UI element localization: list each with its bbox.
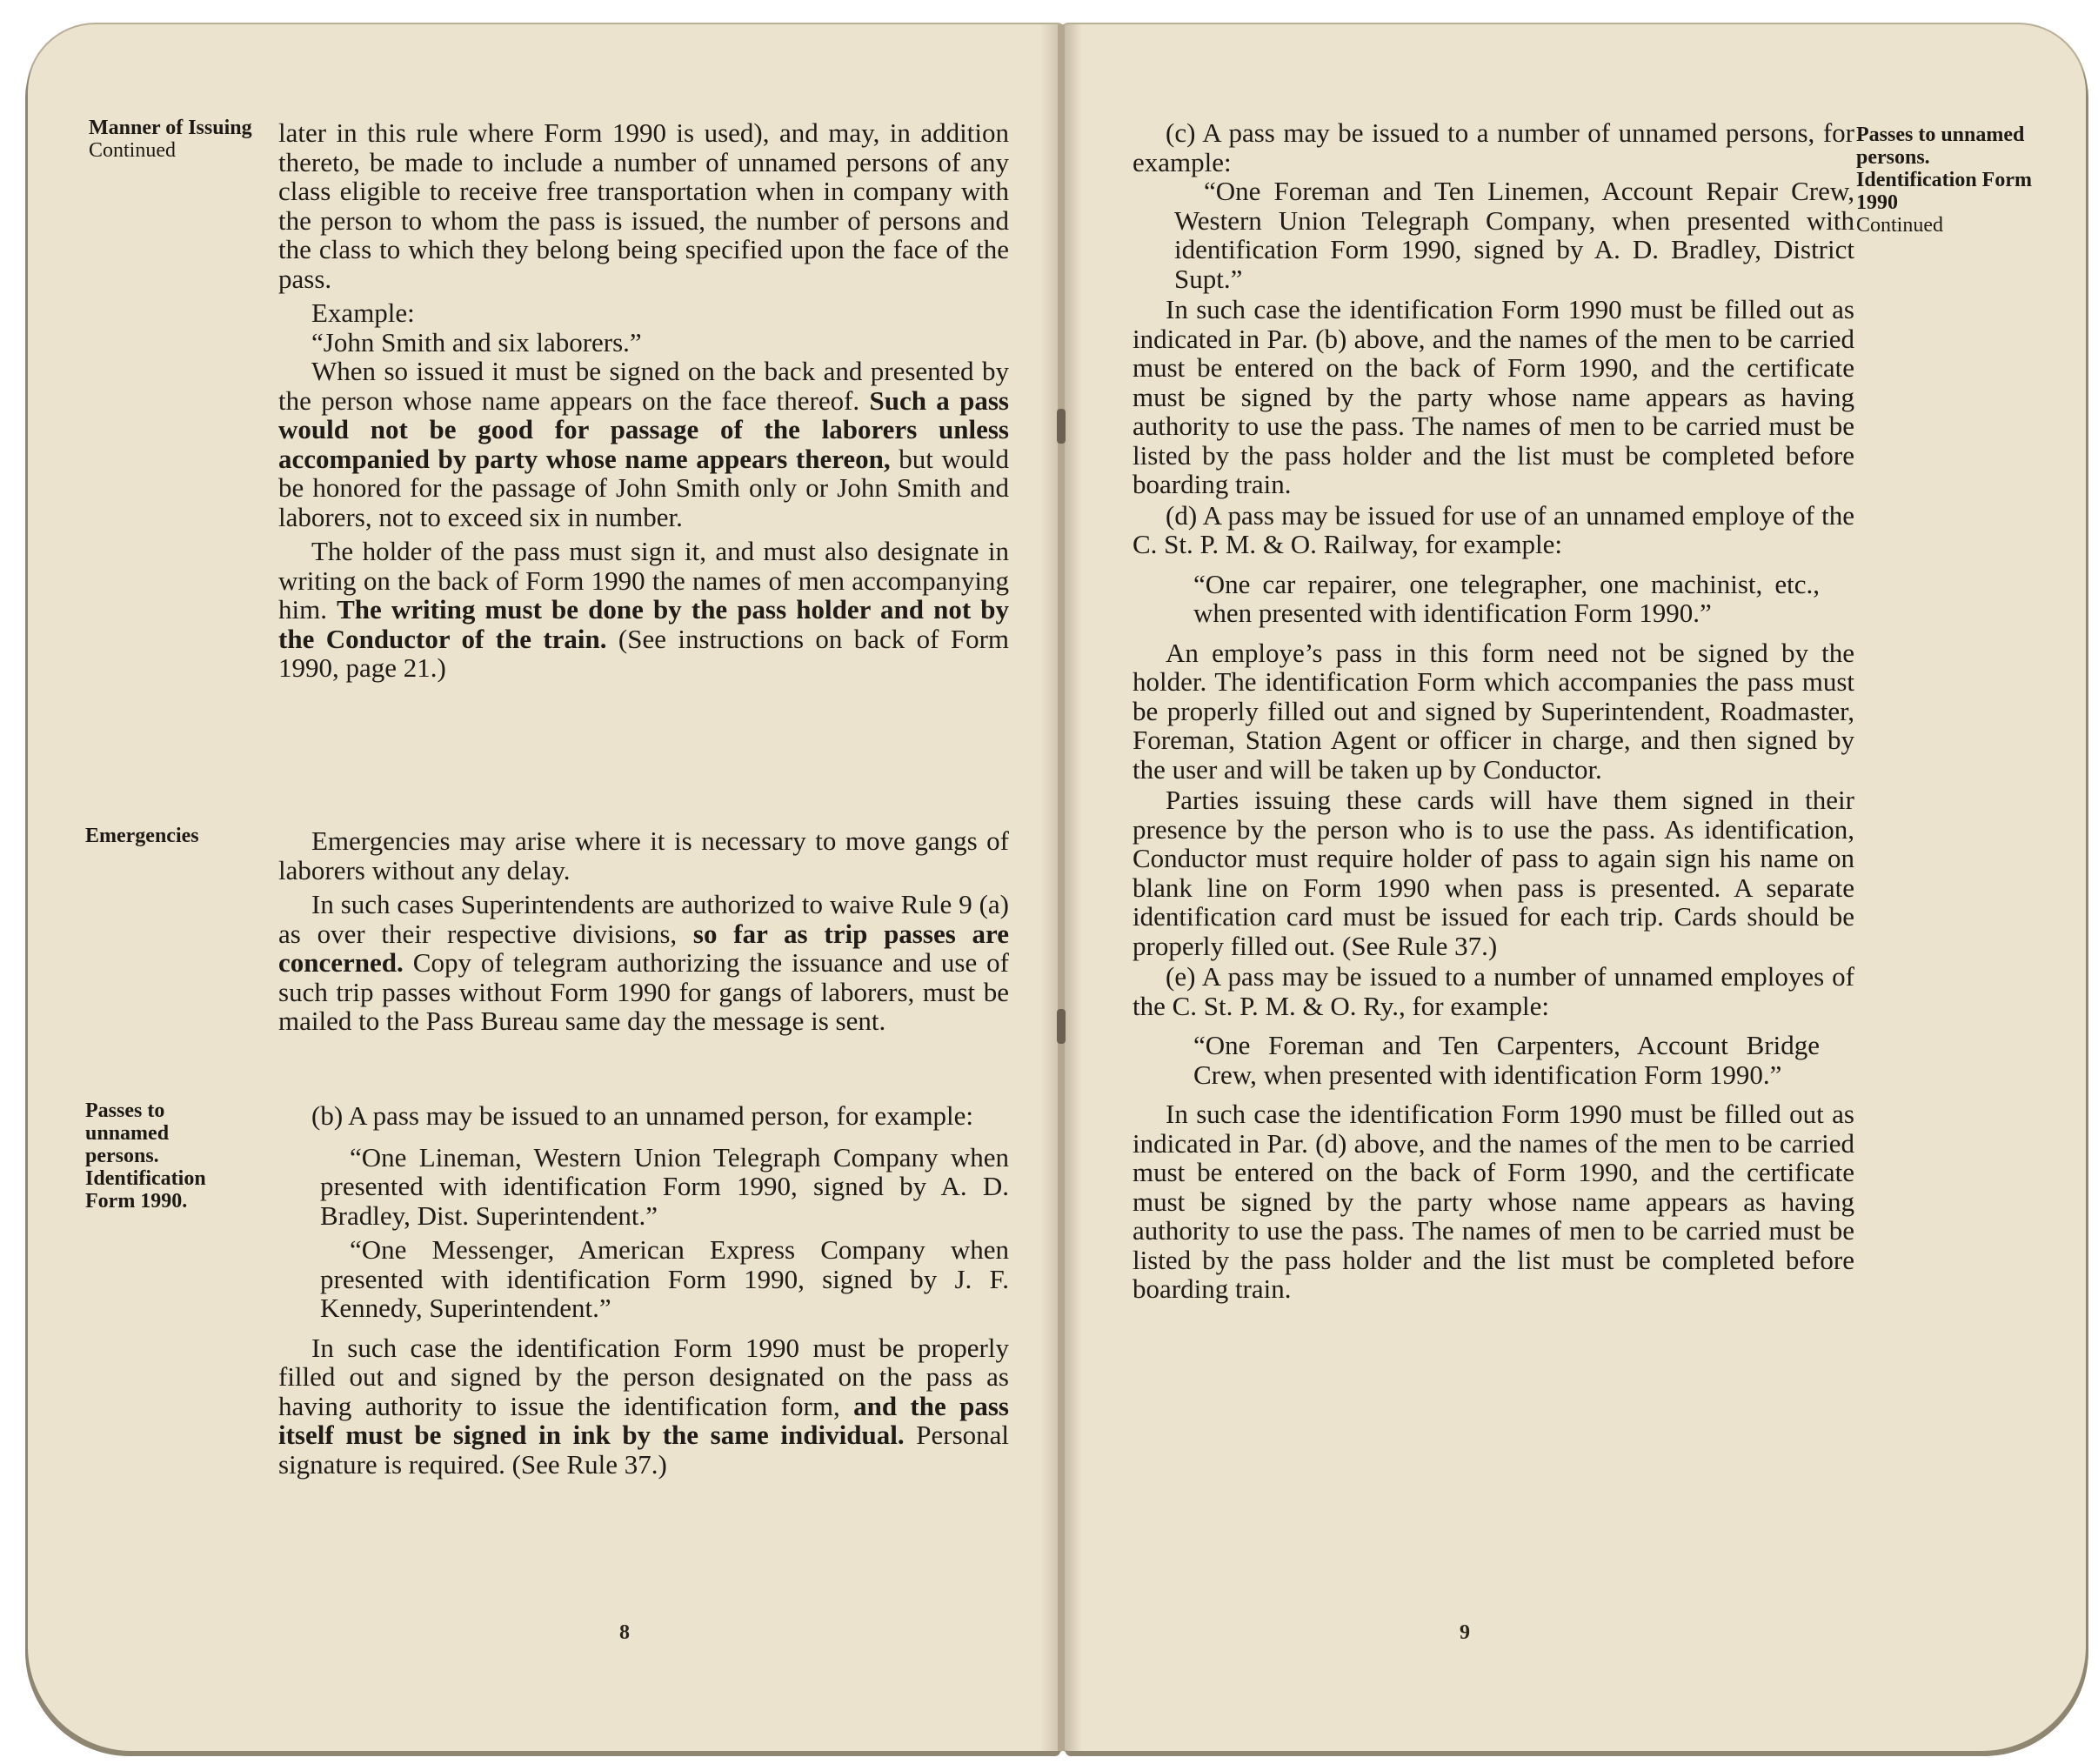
paragraph-c-final: In such case the identification Form 1990 must be filled out as indicated in Par. (b) above, and the names of the men to be carried must be entered on the back of Form 1990, and the certificate must be signed by the party whose name appears as having authority to use the pass. The names of men to be carried must be listed by the pass holder and the list must be completed before boarding train. bbox=[1133, 294, 1854, 499]
quote-foreman-carpenters: “One Foreman and Ten Carpenters, Account Bridge Crew, when presented with identification Form 1990.” bbox=[1193, 1030, 1820, 1090]
paragraph-e: (e) A pass may be issued to a number of unnamed employes of the C. St. P. M. & O. Ry., for example: bbox=[1133, 961, 1854, 1021]
left-body-emergencies bbox=[278, 826, 1009, 1041]
paragraph-d-final-1: An employe’s pass in this form need not be signed by the holder. The identification Form which accompanies the pass must be properly filled out and signed by Superintendent, Roadmaster, Foreman, Station Agent or officer in charge, and then signed by the user and will be taken up by Conductor. bbox=[1133, 637, 1854, 785]
book-spine bbox=[1058, 24, 1065, 1751]
side-note-passes-continued: Passes to unnamed persons. Identification Form 1990 Continued bbox=[1856, 124, 2032, 237]
left-page bbox=[28, 24, 1063, 1751]
page-number-left: 8 bbox=[619, 1621, 630, 1644]
right-page bbox=[1063, 24, 2086, 1751]
example-quote: “John Smith and six laborers.” bbox=[311, 326, 642, 357]
side-note-emergencies: Emergencies bbox=[85, 825, 199, 847]
paragraph-holder-must-sign: The holder of the pass must sign it, and must also designate in writing on the back of Form 1990 the names of men accompanying him. The writing must be done by the pass holder and not by the Conductor of the train. (See instructions on back of Form 1990, page 21.) bbox=[278, 536, 1010, 683]
paragraph-superintendents-authorized: In such cases Superintendents are authorized to waive Rule 9 (a) as over their respective divisions, so far as trip passes are concerned. Copy of telegram authorizing the issuance and use of such trip passes without Form 1990 for gangs of laborers, must be mailed to the Pass Bureau same day the message is sent. bbox=[278, 889, 1010, 1036]
side-note-title: Manner of Issuing bbox=[89, 117, 252, 139]
quote-foreman-linemen: “One Foreman and Ten Linemen, Account Repair Crew, Western Union Telegraph Company, when presented with identification Form 1990, signed by A. D. Bradley, District Supt.” bbox=[1174, 176, 1854, 294]
paragraph-e-final: In such case the identification Form 1990 must be filled out as indicated in Par. (d) above, and the names of the men to be carried must be entered on the back of Form 1990, and the certificate must be signed by the party whose name appears as having authority to use the pass. The names of men to be carried must be listed by the pass holder and the list must be completed before boarding train. bbox=[1133, 1099, 1854, 1304]
paragraph-b: (b) A pass may be issued to an unnamed person, for example: bbox=[311, 1100, 974, 1131]
paragraph-d: (d) A pass may be issued for use of an unnamed employe of the C. St. P. M. & O. Railway, for example: bbox=[1133, 499, 1854, 559]
right-body-paragraph-c bbox=[1133, 118, 1854, 1309]
binding-stitch bbox=[1057, 409, 1066, 444]
paragraph-signed-on-back: When so issued it must be signed on the back and presented by the person whose name appears on the face thereof. Such a pass would not be good for passage of the laborers unless accompanied by party whose name appears thereon, but would be honored for the passage of John Smith only or John Smith and laborers, not to exceed six in number. bbox=[278, 356, 1009, 532]
paragraph-c: (c) A pass may be issued to a number of unnamed persons, for example: bbox=[1133, 117, 1854, 177]
side-note-subtitle: Continued bbox=[89, 139, 176, 162]
side-note-passes-unnamed: Passes to unnamed persons. Identification Form 1990. bbox=[85, 1099, 206, 1213]
left-body-paragraph-b bbox=[278, 1101, 1009, 1484]
paragraph-b-final: In such case the identification Form 1990 must be properly filled out and signed by the person designated on the pass as having authority to issue the identification form, and the pass itself must be signed in ink by the same individual. Personal signature is required. (See Rule 37.) bbox=[278, 1332, 1010, 1480]
quote-lineman: “One Lineman, Western Union Telegraph Company when presented with identification Form 1990, signed by A. D. Bradley, Dist. Superintendent.” bbox=[320, 1141, 1009, 1231]
binding-stitch bbox=[1057, 1009, 1066, 1044]
quote-car-repairer: “One car repairer, one telegrapher, one machinist, etc., when presented with identification Form 1990.” bbox=[1193, 568, 1820, 628]
left-body-top bbox=[278, 118, 1009, 688]
side-note-manner-of-issuing bbox=[89, 117, 263, 162]
example-label: Example: bbox=[311, 297, 415, 328]
quote-messenger: “One Messenger, American Express Company when presented with identification Form 1990, signed by J. F. Kennedy, Superintendent.” bbox=[320, 1234, 1009, 1323]
paragraph-manner-continued: later in this rule where Form 1990 is used), and may, in addition thereto, be made to include a number of unnamed persons of any class eligible to receive free transportation when in company with the person to whom the pass is issued, the number of persons and the class to which they belong being specified upon the face of the pass. bbox=[278, 117, 1009, 294]
page-number-right: 9 bbox=[1460, 1621, 1470, 1644]
paragraph-d-final-2: Parties issuing these cards will have them signed in their presence by the person who is to use the pass. As identification, Conductor must require holder of pass to again sign his name on blank line on Form 1990 when pass is presented. A separate identification card must be issued for each trip. Cards should be properly filled out. (See Rule 37.) bbox=[1133, 785, 1854, 961]
paragraph-emergencies-arise: Emergencies may arise where it is necessary to move gangs of laborers without any delay. bbox=[278, 825, 1009, 885]
